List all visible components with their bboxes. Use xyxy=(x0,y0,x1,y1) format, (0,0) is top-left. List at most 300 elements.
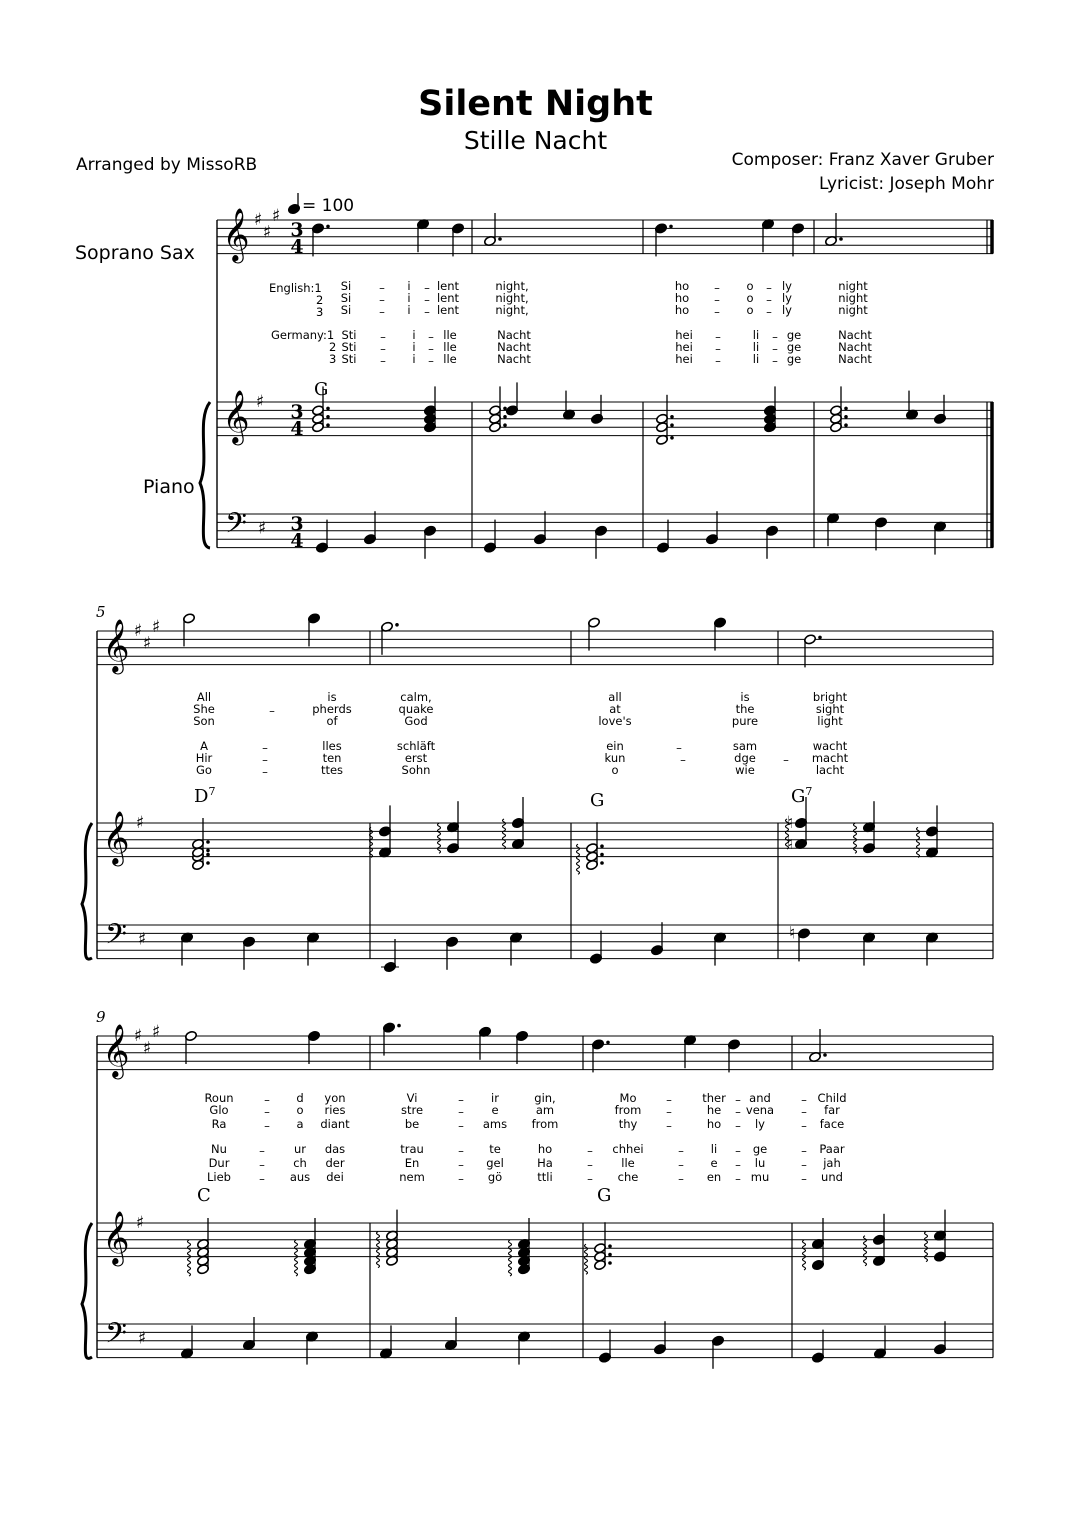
augmentation-dot xyxy=(503,423,507,427)
verse-label-german-1: Germany:1 xyxy=(271,328,335,342)
lyric-hyphen: – xyxy=(587,1172,593,1186)
lyric-hyphen: – xyxy=(264,1093,270,1107)
lyric-syllable: macht xyxy=(811,751,849,765)
lyric-syllable: i xyxy=(412,352,416,366)
lyric-syllable: das xyxy=(324,1142,346,1156)
lyric-syllable: lle xyxy=(443,352,457,366)
sharp-sign: ♯ xyxy=(151,616,161,637)
augmentation-dot xyxy=(326,415,330,419)
piano-brace xyxy=(82,823,92,959)
piano-brace xyxy=(82,1223,92,1358)
lyric-syllable: li xyxy=(710,1142,718,1156)
lyric-hyphen: – xyxy=(772,354,778,368)
treble-clef-icon: 𝄞 xyxy=(102,618,130,672)
composer-credit: Composer: Franz Xaver Gruber xyxy=(731,150,994,170)
augmentation-dot xyxy=(326,225,330,229)
lyric-syllable: ge xyxy=(786,328,802,342)
lyric-syllable: pure xyxy=(731,714,759,728)
lyric-syllable: o xyxy=(746,279,754,293)
lyric-syllable: schläft xyxy=(396,739,436,753)
sharp-sign: ♯ xyxy=(262,222,272,243)
lyric-syllable: face xyxy=(819,1117,845,1131)
treble-clef-icon: 𝄞 xyxy=(102,1023,130,1077)
time-signature-bottom: 4 xyxy=(290,418,304,440)
lyric-hyphen: – xyxy=(428,342,434,356)
lyric-hyphen: – xyxy=(766,293,772,307)
lyric-syllable: jah xyxy=(823,1156,841,1170)
sharp-sign: ♯ xyxy=(142,633,152,654)
lyric-syllable: ho xyxy=(706,1117,722,1131)
arpeggio-mark xyxy=(509,1240,512,1276)
augmentation-dot xyxy=(844,407,848,411)
lyric-syllable: nem xyxy=(399,1170,425,1184)
lyric-hyphen: – xyxy=(772,330,778,344)
lyric-syllable: Nacht xyxy=(838,340,872,354)
lyric-hyphen: – xyxy=(783,753,789,767)
lyric-hyphen: – xyxy=(259,1158,265,1172)
lyric-hyphen: – xyxy=(428,354,434,368)
lyric-hyphen: – xyxy=(428,330,434,344)
lyric-syllable: Son xyxy=(193,714,215,728)
verse-label-english-2: 2 xyxy=(316,293,324,307)
lyric-hyphen: – xyxy=(714,305,720,319)
lyric-syllable: be xyxy=(404,1117,420,1131)
lyric-hyphen: – xyxy=(714,293,720,307)
lyric-syllable: Nacht xyxy=(497,328,531,342)
chord-symbol: G xyxy=(597,1185,612,1206)
lyric-hyphen: – xyxy=(801,1105,807,1119)
lyric-syllable: ge xyxy=(786,340,802,354)
lyric-syllable: Sti xyxy=(341,352,357,366)
sharp-sign: ♯ xyxy=(137,929,147,950)
lyric-syllable: Paar xyxy=(819,1142,845,1156)
lyric-syllable: ho xyxy=(674,291,690,305)
lyric-syllable: vena xyxy=(745,1103,775,1117)
lyric-hyphen: – xyxy=(379,281,385,295)
instrument-label-sax: Soprano Sax xyxy=(75,242,195,264)
lyric-hyphen: – xyxy=(380,354,386,368)
lyric-syllable: hei xyxy=(675,352,693,366)
lyric-syllable: Child xyxy=(817,1091,847,1105)
lyric-syllable: hei xyxy=(675,328,693,342)
treble-clef-icon: 𝄞 xyxy=(222,389,250,443)
lyric-syllable: night, xyxy=(495,279,529,293)
verse-label-english-3: 3 xyxy=(316,305,324,319)
lyric-hyphen: – xyxy=(380,342,386,356)
lyric-hyphen: – xyxy=(772,342,778,356)
lyric-hyphen: – xyxy=(735,1119,741,1133)
lyric-syllable: kun xyxy=(604,751,626,765)
lyric-hyphen: – xyxy=(424,305,430,319)
lyric-hyphen: – xyxy=(587,1158,593,1172)
lyric-syllable: En xyxy=(404,1156,420,1170)
lyric-hyphen: – xyxy=(801,1172,807,1186)
lyric-syllable: lle xyxy=(443,328,457,342)
natural-sign: ♮ xyxy=(786,813,794,833)
lyric-syllable: Ha xyxy=(537,1156,553,1170)
lyric-syllable: gin, xyxy=(534,1091,556,1105)
time-signature-bottom: 4 xyxy=(290,530,304,552)
lyric-syllable: gö xyxy=(487,1170,503,1184)
lyric-syllable: Sti xyxy=(341,328,357,342)
lyric-syllable: dei xyxy=(326,1170,344,1184)
lyric-syllable: ho xyxy=(674,303,690,317)
lyric-syllable: ir xyxy=(491,1091,499,1105)
augmentation-dot xyxy=(669,225,673,229)
lyric-syllable: li xyxy=(752,328,760,342)
lyric-syllable: and xyxy=(749,1091,771,1105)
sharp-sign: ♯ xyxy=(135,813,145,833)
lyric-hyphen: – xyxy=(269,704,275,718)
lyric-syllable: hei xyxy=(675,340,693,354)
augmentation-dot xyxy=(670,415,674,419)
lyric-syllable: Glo xyxy=(209,1103,229,1117)
lyric-syllable: Lieb xyxy=(207,1170,231,1184)
sharp-sign: ♯ xyxy=(151,1021,161,1042)
sharp-sign: ♯ xyxy=(271,205,281,226)
verse-label-english-1: English:1 xyxy=(269,281,322,295)
lyric-syllable: lle xyxy=(621,1156,635,1170)
augmentation-dot xyxy=(608,1244,612,1248)
arpeggio-mark xyxy=(295,1240,298,1276)
tempo-marking: = 100 xyxy=(302,196,355,216)
lyric-hyphen: – xyxy=(676,741,682,755)
lyric-syllable: mu xyxy=(750,1170,770,1184)
lyric-syllable: o xyxy=(746,303,754,317)
augmentation-dot xyxy=(395,623,399,627)
chord-symbol: G xyxy=(590,790,605,811)
augmentation-dot xyxy=(823,1053,827,1057)
lyric-hyphen: – xyxy=(801,1093,807,1107)
lyric-syllable: quake xyxy=(398,702,434,716)
lyric-syllable: Dur xyxy=(208,1156,230,1170)
sharp-sign: ♯ xyxy=(253,210,263,230)
measure-number-9: 9 xyxy=(96,1008,106,1026)
lyric-syllable: night, xyxy=(495,291,529,305)
lyric-syllable: ly xyxy=(781,303,793,317)
lyric-hyphen: – xyxy=(801,1144,807,1158)
lyric-syllable: pherds xyxy=(312,702,352,716)
lyric-syllable: erst xyxy=(404,751,428,765)
bass-clef-icon: 𝄢 xyxy=(105,1317,127,1357)
lyric-hyphen: – xyxy=(264,1119,270,1133)
lyric-syllable: a xyxy=(296,1117,304,1131)
measure-number-5: 5 xyxy=(96,603,106,621)
lyric-syllable: lles xyxy=(322,739,342,753)
lyric-syllable: ly xyxy=(781,279,793,293)
lyric-syllable: Roun xyxy=(204,1091,234,1105)
lyric-hyphen: – xyxy=(380,330,386,344)
augmentation-dot xyxy=(608,1261,612,1265)
lyric-syllable: far xyxy=(824,1103,840,1117)
lyric-syllable: li xyxy=(752,340,760,354)
lyric-hyphen: – xyxy=(458,1105,464,1119)
augmentation-dot xyxy=(326,423,330,427)
lyric-hyphen: – xyxy=(666,1105,672,1119)
natural-sign: ♮ xyxy=(788,923,796,944)
sharp-sign: ♯ xyxy=(135,1213,145,1233)
lyric-syllable: ttli xyxy=(537,1170,553,1184)
lyric-syllable: te xyxy=(489,1142,501,1156)
lyric-syllable: from xyxy=(531,1117,559,1131)
lyric-syllable: e xyxy=(710,1156,718,1170)
lyric-syllable: Sohn xyxy=(401,763,431,777)
lyric-syllable: ries xyxy=(324,1103,346,1117)
time-signature-top: 3 xyxy=(290,219,304,241)
lyric-syllable: i xyxy=(407,279,411,293)
lyric-syllable: Si xyxy=(340,303,352,317)
lyric-hyphen: – xyxy=(801,1158,807,1172)
sharp-sign: ♯ xyxy=(133,621,143,641)
lyric-syllable: is xyxy=(740,690,750,704)
lyric-syllable: the xyxy=(735,702,755,716)
lyric-syllable: wie xyxy=(735,763,755,777)
lyric-hyphen: – xyxy=(714,281,720,295)
lyric-syllable: ams xyxy=(482,1117,508,1131)
augmentation-dot xyxy=(397,1024,401,1028)
lyric-syllable: o xyxy=(296,1103,304,1117)
lyric-syllable: und xyxy=(821,1170,843,1184)
lyric-syllable: ho xyxy=(674,279,690,293)
lyric-hyphen: – xyxy=(458,1144,464,1158)
lyric-syllable: all xyxy=(608,690,622,704)
lyric-syllable: from xyxy=(614,1103,642,1117)
verse-label-german-3: 3 xyxy=(329,352,337,366)
lyric-hyphen: – xyxy=(715,330,721,344)
lyric-syllable: night xyxy=(838,303,868,317)
lyric-syllable: ur xyxy=(293,1142,307,1156)
lyric-hyphen: – xyxy=(424,281,430,295)
lyric-syllable: diant xyxy=(320,1117,350,1131)
lyric-syllable: d xyxy=(296,1091,304,1105)
augmentation-dot xyxy=(206,853,210,857)
lyric-syllable: yon xyxy=(324,1091,346,1105)
lyric-syllable: i xyxy=(412,328,416,342)
lyric-hyphen: – xyxy=(735,1158,741,1172)
lyric-syllable: Nacht xyxy=(497,352,531,366)
treble-clef-icon: 𝄞 xyxy=(222,207,250,261)
arpeggio-mark xyxy=(803,1240,806,1270)
bass-clef-icon: 𝄢 xyxy=(105,918,127,958)
lyric-syllable: trau xyxy=(400,1142,424,1156)
lyric-syllable: is xyxy=(327,690,337,704)
arpeggio-mark xyxy=(377,1232,380,1268)
lyric-syllable: ge xyxy=(752,1142,768,1156)
lyric-hyphen: – xyxy=(587,1144,593,1158)
chord-symbol: G xyxy=(314,379,329,400)
lyric-hyphen: – xyxy=(259,1144,265,1158)
lyric-hyphen: – xyxy=(379,293,385,307)
lyric-syllable: Sti xyxy=(341,340,357,354)
arpeggio-mark xyxy=(188,1240,191,1276)
sharp-sign: ♯ xyxy=(255,392,265,412)
lyric-syllable: o xyxy=(746,291,754,305)
augmentation-dot xyxy=(600,861,604,865)
augmentation-dot xyxy=(839,237,843,241)
lyric-syllable: der xyxy=(325,1156,345,1170)
lyric-syllable: stre xyxy=(400,1103,424,1117)
lyric-syllable: dge xyxy=(734,751,756,765)
natural-sign: ♮ xyxy=(786,834,794,854)
lyric-syllable: lle xyxy=(443,340,457,354)
lyric-syllable: ly xyxy=(754,1117,766,1131)
lyric-hyphen: – xyxy=(262,765,268,779)
lyric-hyphen: – xyxy=(458,1158,464,1172)
lyric-syllable: ttes xyxy=(320,763,344,777)
lyric-syllable: li xyxy=(752,352,760,366)
lyric-syllable: lu xyxy=(754,1156,766,1170)
lyric-syllable: Si xyxy=(340,291,352,305)
lyric-syllable: ten xyxy=(322,751,342,765)
lyric-syllable: calm, xyxy=(400,690,432,704)
lyric-syllable: he xyxy=(706,1103,722,1117)
augmentation-dot xyxy=(844,415,848,419)
lyric-syllable: night xyxy=(838,291,868,305)
page-title: Silent Night xyxy=(418,84,653,124)
lyric-syllable: ther xyxy=(702,1091,726,1105)
instrument-label-piano: Piano xyxy=(143,476,195,498)
lyric-syllable: ly xyxy=(781,291,793,305)
lyric-hyphen: – xyxy=(262,741,268,755)
lyric-syllable: Vi xyxy=(406,1091,418,1105)
augmentation-dot xyxy=(600,853,604,857)
lyric-syllable: i xyxy=(407,291,411,305)
piano-brace xyxy=(200,402,210,548)
lyric-hyphen: – xyxy=(262,753,268,767)
lyric-syllable: All xyxy=(196,690,212,704)
lyric-hyphen: – xyxy=(715,354,721,368)
augmentation-dot xyxy=(608,1253,612,1257)
lyric-syllable: God xyxy=(404,714,428,728)
chord-symbol: C xyxy=(197,1185,211,1206)
lyric-hyphen: – xyxy=(259,1172,265,1186)
time-signature-top: 3 xyxy=(290,401,304,423)
lyric-syllable: Nacht xyxy=(497,340,531,354)
lyric-syllable: light xyxy=(817,714,843,728)
lyric-hyphen: – xyxy=(766,305,772,319)
lyric-hyphen: – xyxy=(735,1144,741,1158)
lyric-syllable: sam xyxy=(732,739,758,753)
lyric-hyphen: – xyxy=(424,293,430,307)
lyric-syllable: ge xyxy=(786,352,802,366)
lyric-syllable: Go xyxy=(196,763,212,777)
lyric-syllable: night, xyxy=(495,303,529,317)
arranger-credit: Arranged by MissoRB xyxy=(76,155,258,175)
lyric-syllable: o xyxy=(611,763,619,777)
augmentation-dot xyxy=(503,415,507,419)
sharp-sign: ♯ xyxy=(257,518,267,539)
augmentation-dot xyxy=(498,237,502,241)
lyric-hyphen: – xyxy=(458,1119,464,1133)
lyric-syllable: wacht xyxy=(812,739,848,753)
augmentation-dot xyxy=(818,636,822,640)
lyric-syllable: lent xyxy=(436,291,460,305)
treble-clef-icon: 𝄞 xyxy=(102,810,130,864)
lyric-hyphen: – xyxy=(458,1093,464,1107)
treble-clef-icon: 𝄞 xyxy=(102,1210,130,1264)
sharp-sign: ♯ xyxy=(137,1328,147,1349)
lyric-syllable: Nacht xyxy=(838,328,872,342)
bass-clef-icon: 𝄢 xyxy=(225,507,247,547)
lyric-syllable: ein xyxy=(606,739,624,753)
lyric-syllable: night xyxy=(838,279,868,293)
page-subtitle: Stille Nacht xyxy=(463,126,608,155)
augmentation-dot xyxy=(503,407,507,411)
lyric-hyphen: – xyxy=(735,1093,741,1107)
lyric-hyphen: – xyxy=(766,281,772,295)
lyric-syllable: ho xyxy=(537,1142,553,1156)
lyric-syllable: lacht xyxy=(815,763,845,777)
chord-symbol: $D^7$ xyxy=(194,785,216,807)
chord-symbol: $G^7$ xyxy=(791,785,813,807)
lyric-hyphen: – xyxy=(264,1105,270,1119)
lyric-syllable: sight xyxy=(815,702,845,716)
lyric-hyphen: – xyxy=(680,753,686,767)
lyric-hyphen: – xyxy=(666,1119,672,1133)
lyric-syllable: lent xyxy=(436,303,460,317)
lyric-syllable: i xyxy=(407,303,411,317)
lyric-hyphen: – xyxy=(735,1172,741,1186)
lyric-syllable: en xyxy=(706,1170,722,1184)
lyric-syllable: e xyxy=(491,1103,499,1117)
augmentation-dot xyxy=(600,844,604,848)
augmentation-dot xyxy=(606,1041,610,1045)
lyric-hyphen: – xyxy=(666,1093,672,1107)
lyric-syllable: Si xyxy=(340,279,352,293)
lyric-syllable: A xyxy=(200,739,208,753)
lyric-hyphen: – xyxy=(801,1119,807,1133)
lyric-syllable: She xyxy=(193,702,215,716)
sharp-sign: ♯ xyxy=(133,1026,143,1046)
lyric-syllable: ch xyxy=(293,1156,307,1170)
lyric-syllable: Mo xyxy=(619,1091,637,1105)
augmentation-dot xyxy=(206,849,210,853)
lyric-syllable: Hir xyxy=(195,751,213,765)
augmentation-dot xyxy=(670,436,674,440)
lyric-syllable: i xyxy=(412,340,416,354)
lyric-syllable: aus xyxy=(289,1170,311,1184)
lyric-syllable: love's xyxy=(598,714,632,728)
lyric-syllable: bright xyxy=(812,690,848,704)
lyric-hyphen: – xyxy=(735,1105,741,1119)
lyric-syllable: lent xyxy=(436,279,460,293)
lyric-hyphen: – xyxy=(715,342,721,356)
lyric-syllable: of xyxy=(326,714,338,728)
lyric-syllable: thy xyxy=(618,1117,638,1131)
lyric-syllable: Ra xyxy=(211,1117,227,1131)
time-signature-top: 3 xyxy=(290,513,304,535)
augmentation-dot xyxy=(326,407,330,411)
lyric-hyphen: – xyxy=(379,305,385,319)
augmentation-dot xyxy=(206,840,210,844)
lyric-syllable: che xyxy=(617,1170,639,1184)
lyric-hyphen: – xyxy=(458,1172,464,1186)
lyric-syllable: Nu xyxy=(211,1142,227,1156)
time-signature-bottom: 4 xyxy=(290,236,304,258)
lyric-hyphen: – xyxy=(678,1144,684,1158)
sharp-sign: ♯ xyxy=(142,1038,152,1059)
lyric-hyphen: – xyxy=(678,1158,684,1172)
lyricist-credit: Lyricist: Joseph Mohr xyxy=(819,174,994,194)
verse-label-german-2: 2 xyxy=(329,340,337,354)
augmentation-dot xyxy=(844,423,848,427)
lyric-hyphen: – xyxy=(678,1172,684,1186)
lyric-syllable: chhei xyxy=(612,1142,644,1156)
lyric-syllable: am xyxy=(535,1103,555,1117)
lyric-syllable: gel xyxy=(486,1156,504,1170)
augmentation-dot xyxy=(206,861,210,865)
augmentation-dot xyxy=(670,423,674,427)
